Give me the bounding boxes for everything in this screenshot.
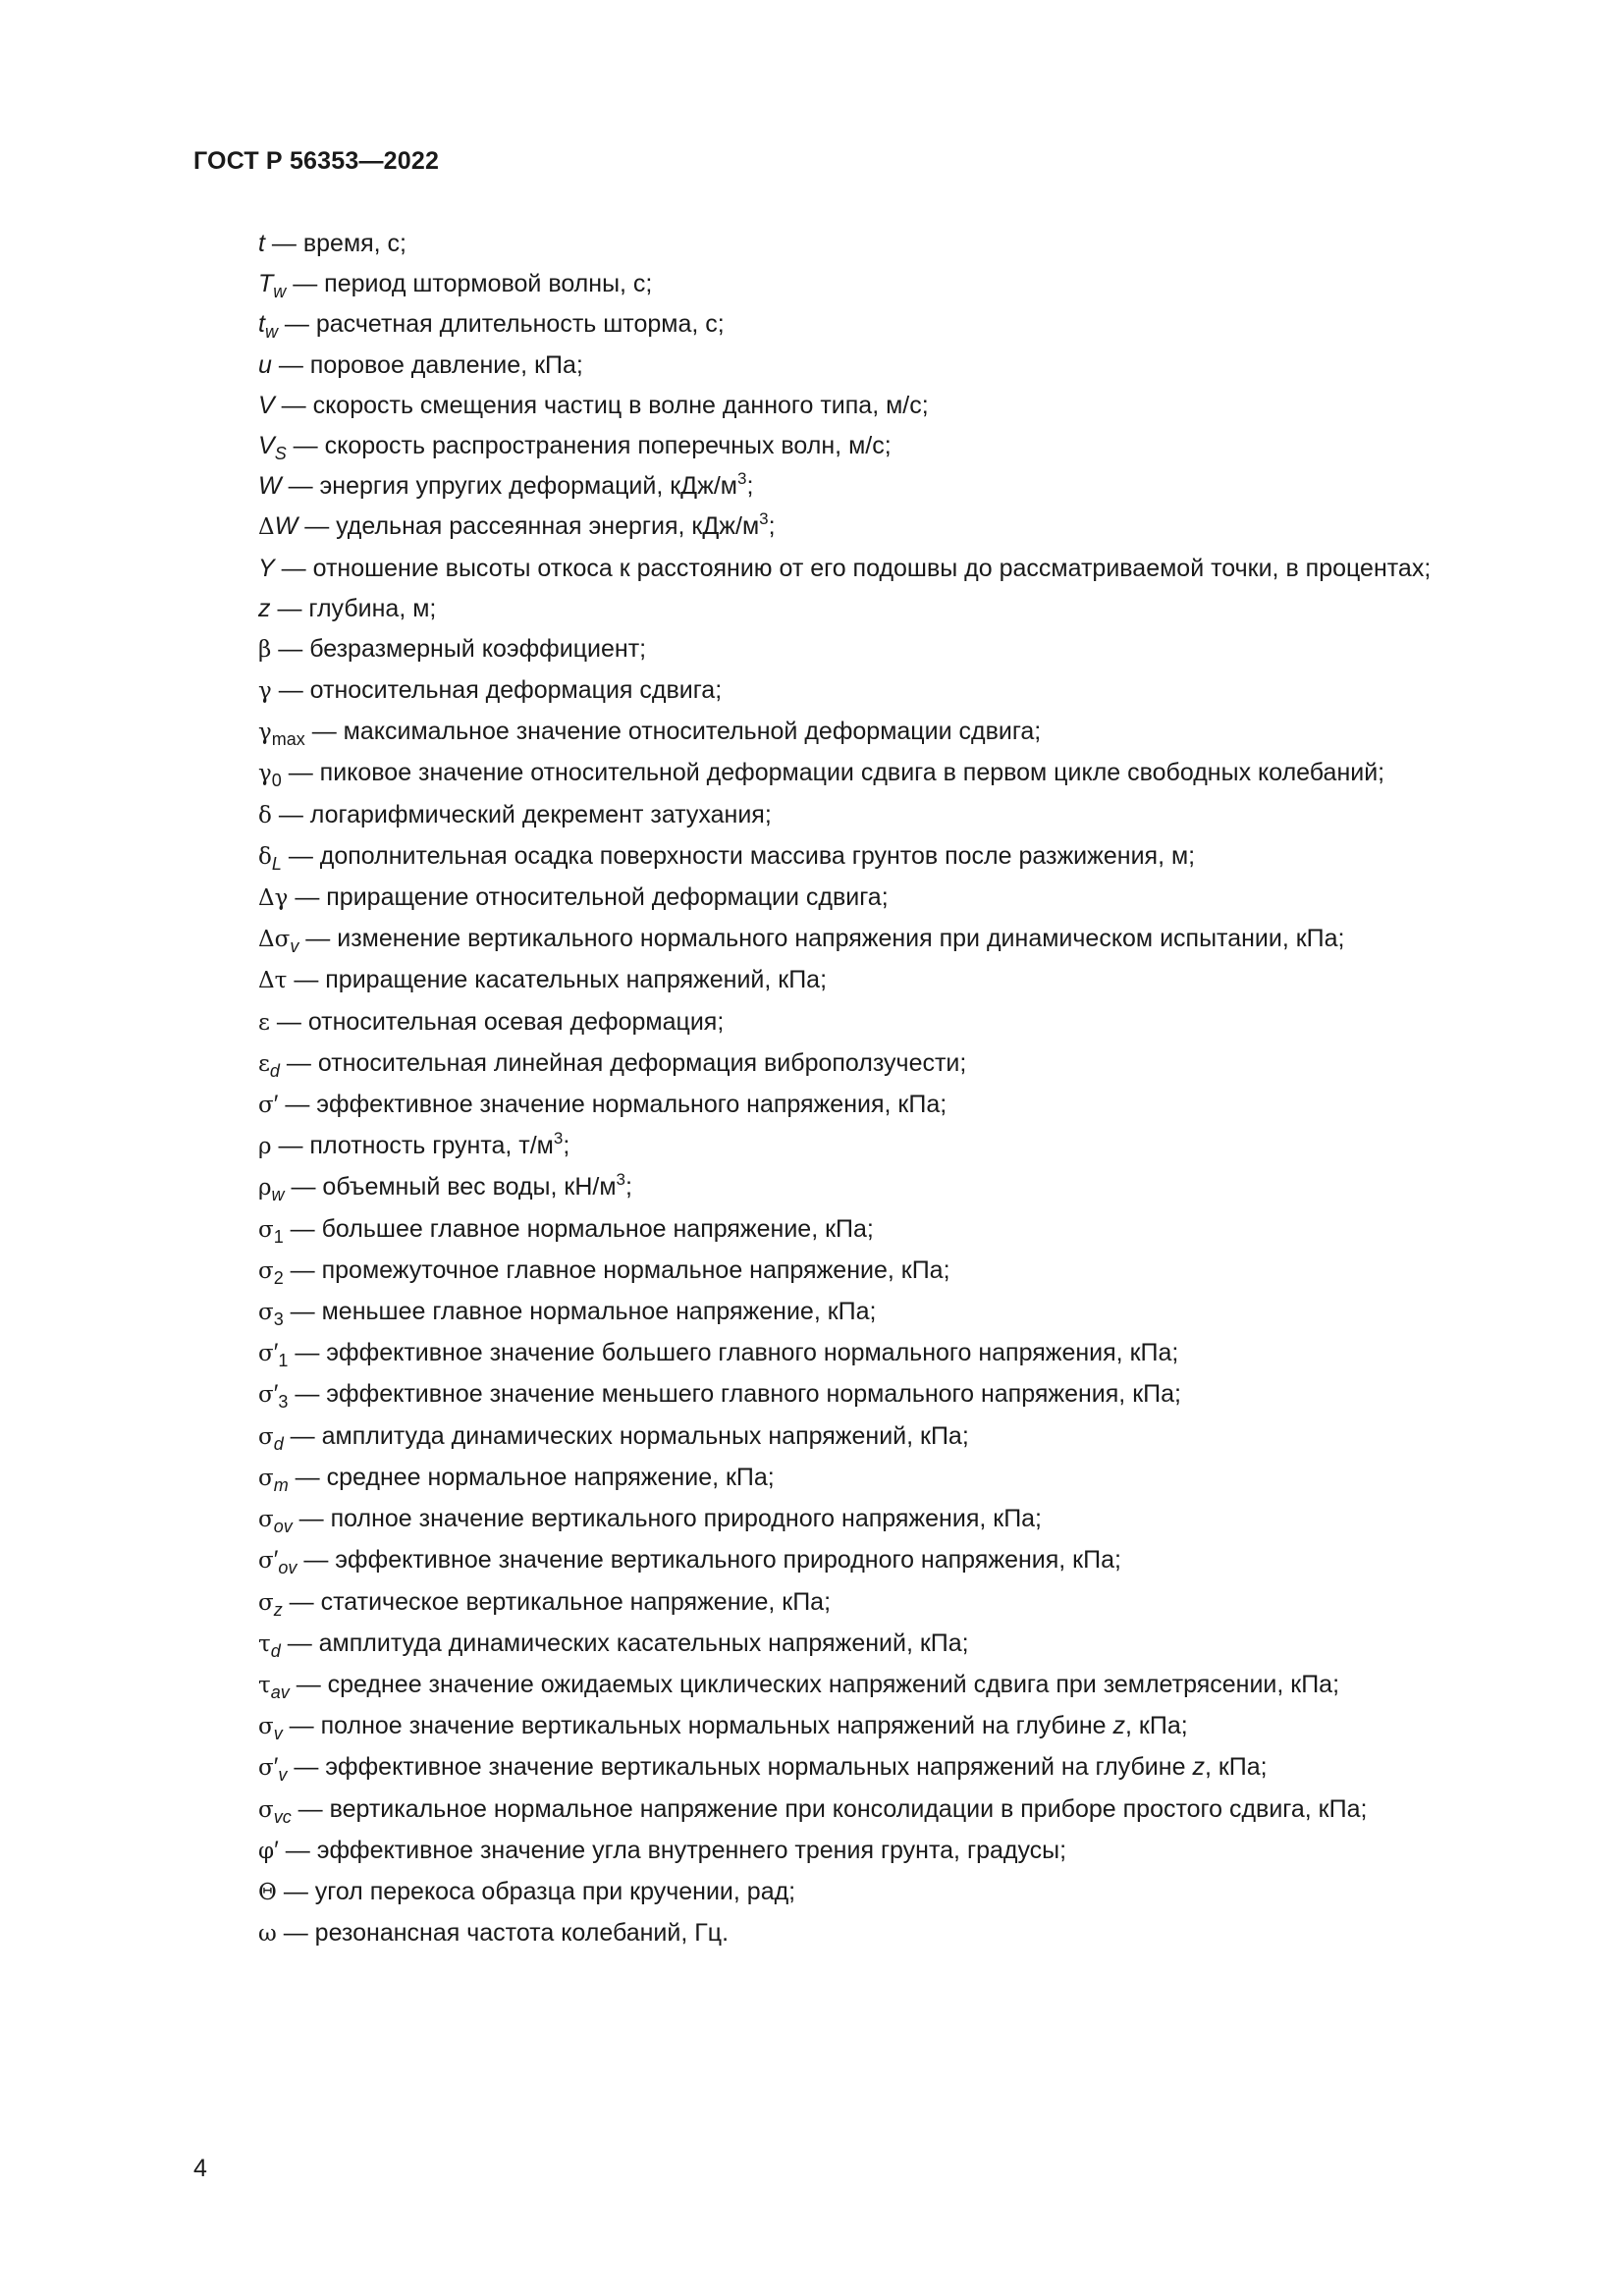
definition-t: t — время, с; — [258, 230, 407, 257]
definition-delta-L: $\delta_L$ — дополнительная осадка поверхности массива грунтов после разжижения, м; — [258, 841, 1196, 874]
definition-VS: $V_S$ — скорость распространения поперечных волн, м/с; — [258, 432, 892, 464]
definition-gamma-0: $\gamma_0$ — пиковое значение относительной деформации сдвига в первом цикле свободных колебаний; — [258, 759, 1385, 791]
definition-Tw: $T_w$ — период штормовой волны, с; — [258, 270, 653, 302]
definition-tau-av: $\tau_{av}$ — среднее значение ожидаемых циклических напряжений сдвига при землетрясении, кПа; — [258, 1670, 1340, 1702]
definition-sigma-prime-1: $\sigma'_1$ — эффективное значение большего главного нормального напряжения, кПа; — [258, 1339, 1179, 1371]
document-header: ГОСТ Р 56353—2022 — [193, 147, 440, 175]
definition-sigma-prime-ov: $\sigma'_{ov}$ — эффективное значение вертикального природного напряжения, кПа; — [258, 1546, 1121, 1578]
definition-sigma-vc: $\sigma_{vc}$ — вертикальное нормальное напряжение при консолидации в приборе простого сдвига, кПа; — [258, 1794, 1368, 1827]
definition-rho-w: $\rho_w$ — объемный вес воды, $кН/м^3$; — [258, 1170, 632, 1205]
definition-phi-prime: φ′ — эффективное значение угла внутреннего трения грунта, градусы; — [258, 1836, 1067, 1864]
definition-sigma-z: $\sigma_z$ — статическое вертикальное напряжение, кПа; — [258, 1587, 832, 1620]
definition-sigma-d: $\sigma_d$ — амплитуда динамических нормальных напряжений, кПа; — [258, 1421, 969, 1454]
definition-epsilon-d: $\varepsilon_d$ — относительная линейная деформация виброползучести; — [258, 1048, 967, 1081]
definition-delta: δ — логарифмический декремент затухания; — [258, 800, 772, 828]
definition-sigma-prime-v: $\sigma'_v$ — эффективное значение вертикальных нормальных напряжений на глубине z, кПа; — [258, 1753, 1268, 1786]
definition-delta-tau: Δτ — приращение касательных напряжений, кПа; — [258, 966, 828, 994]
definition-sigma-prime-3: $\sigma'_3$ — эффективное значение меньшего главного нормального напряжения, кПа; — [258, 1380, 1181, 1413]
definition-theta: Θ — угол перекоса образца при кручении, рад; — [258, 1877, 796, 1905]
definition-delta-sigma-v: $\Delta\sigma_v$ — изменение вертикального нормального напряжения при динамическом испытании, кПа; — [258, 925, 1345, 957]
definition-sigma-m: $\sigma_m$ — среднее нормальное напряжение, кПа; — [258, 1463, 775, 1495]
definition-Y: Y — отношение высоты откоса к расстоянию от его подошвы до рассматриваемой точки, в процентах; — [258, 554, 1432, 582]
definition-delta-gamma: Δγ — приращение относительной деформации сдвига; — [258, 883, 889, 912]
definition-rho: ρ — плотность грунта, $т/м^3$; — [258, 1129, 570, 1160]
page-number: 4 — [193, 2155, 207, 2182]
definition-W: W — энергия упругих деформаций, кДж/$м^3$; — [258, 469, 754, 501]
definition-sigma-1: $\sigma_1$ — большее главное нормальное напряжение, кПа; — [258, 1214, 874, 1247]
definition-sigma-3: $\sigma_3$ — меньшее главное нормальное напряжение, кПа; — [258, 1298, 877, 1330]
definition-delta-W: ΔW — удельная рассеянная энергия, кДж/$м^3$; — [258, 509, 776, 541]
definition-beta: β — безразмерный коэффициент; — [258, 634, 647, 663]
definition-V: V — скорость смещения частиц в волне данного типа, м/с; — [258, 391, 929, 419]
definition-sigma-prime: σ′ — эффективное значение нормального напряжения, кПа; — [258, 1091, 947, 1119]
definition-tau-d: $\tau_d$ — амплитуда динамических касательных напряжений, кПа; — [258, 1629, 969, 1661]
definition-sigma-ov: $\sigma_{ov}$ — полное значение вертикального природного напряжения, кПа; — [258, 1505, 1043, 1537]
definition-gamma: γ — относительная деформация сдвига; — [258, 676, 723, 705]
definition-u: u — поровое давление, кПа; — [258, 350, 583, 379]
definition-sigma-2: $\sigma_2$ — промежуточное главное нормальное напряжение, кПа; — [258, 1255, 950, 1288]
definition-sigma-v: $\sigma_v$ — полное значение вертикальных нормальных напряжений на глубине z, кПа; — [258, 1712, 1188, 1744]
definition-gamma-max: $\gamma_{max}$ — максимальное значение относительной деформации сдвига; — [258, 718, 1042, 750]
definition-z: z — глубина, м; — [258, 594, 437, 622]
definition-tw: $t_w$ — расчетная длительность шторма, с; — [258, 310, 725, 343]
definition-epsilon: ε — относительная осевая деформация; — [258, 1007, 725, 1036]
definition-omega: ω — резонансная частота колебаний, Гц. — [258, 1919, 730, 1948]
symbol-definitions-list — [193, 224, 1504, 1954]
